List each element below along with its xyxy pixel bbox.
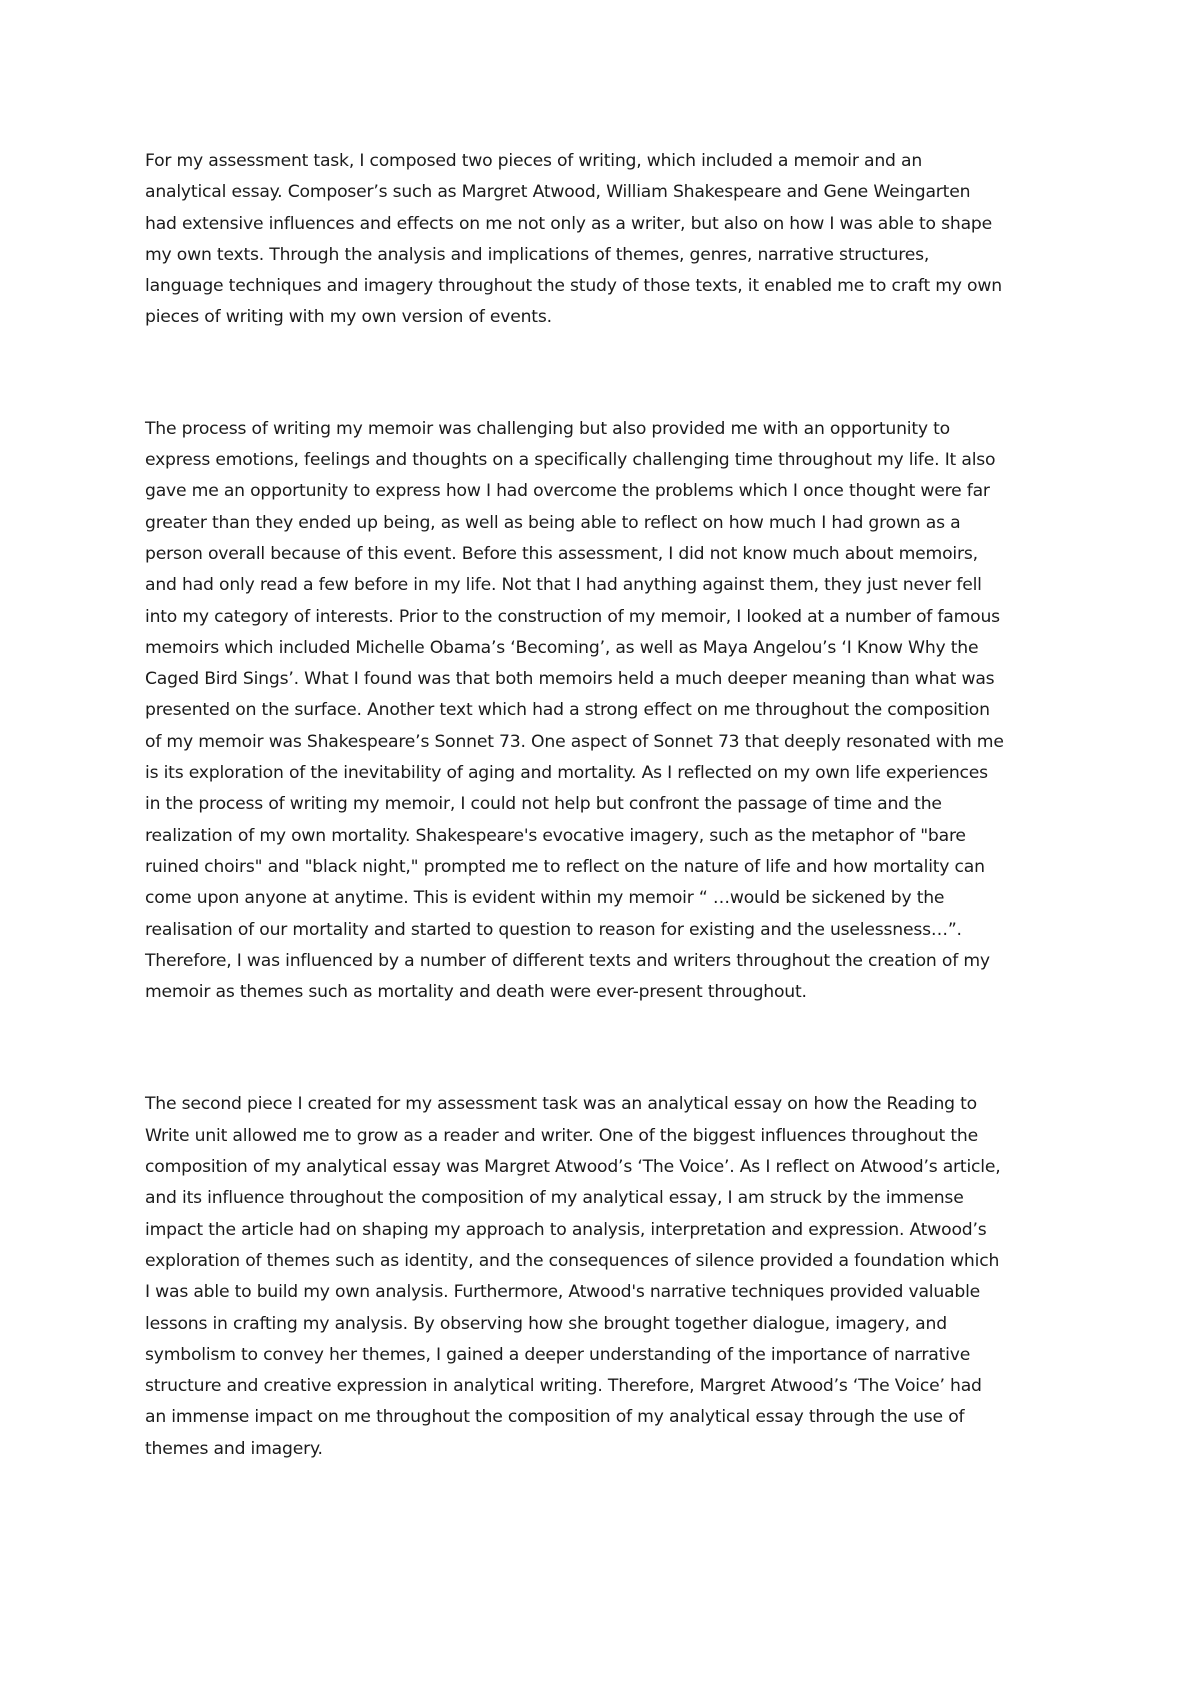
text-line: person overall because of this event. Before this assessment, I did not know much about memoirs, [145,543,978,564]
text-line: greater than they ended up being, as well as being able to reflect on how much I had grown as a [145,512,961,533]
text-line: impact the article had on shaping my approach to analysis, interpretation and expression. Atwood’s [145,1219,987,1240]
text-line: memoir as themes such as mortality and death were ever-present throughout. [145,982,807,1003]
text-line: gave me an opportunity to express how I had overcome the problems which I once thought were far [145,481,990,502]
text-line: themes and imagery. [145,1438,323,1459]
text-line: pieces of writing with my own version of events. [145,307,552,328]
text-line: in the process of writing my memoir, I could not help but confront the passage of time and the [145,794,942,815]
text-line: into my category of interests. Prior to the construction of my memoir, I looked at a number of famous [145,606,1000,627]
text-line: composition of my analytical essay was Margret Atwood’s ‘The Voice’. As I reflect on Atwood’s article, [145,1157,1001,1178]
text-line: an immense impact on me throughout the composition of my analytical essay through the use of [145,1407,965,1428]
text-line: structure and creative expression in analytical writing. Therefore, Margret Atwood’s ‘The Voice’ had [145,1376,982,1397]
text-line: memoirs which included Michelle Obama’s ‘Becoming’, as well as Maya Angelou’s ‘I Know Why the [145,637,979,658]
text-line: is its exploration of the inevitability of aging and mortality. As I reflected on my own life experiences [145,763,988,784]
text-line: ruined choirs" and "black night," prompted me to reflect on the nature of life and how mortality can [145,856,985,877]
text-line: and its influence throughout the composition of my analytical essay, I am struck by the immense [145,1188,964,1209]
text-line: and had only read a few before in my life. Not that I had anything against them, they just never fell [145,575,982,596]
text-line: Caged Bird Sings’. What I found was that both memoirs held a much deeper meaning than what was [145,669,995,690]
document-body [145,146,1070,1465]
paragraph-3 [145,1089,1070,1465]
text-line: realisation of our mortality and started to question to reason for existing and the uselessness…”. [145,919,962,940]
text-line: analytical essay. Composer’s such as Margret Atwood, William Shakespeare and Gene Weingarten [145,182,971,203]
text-line: language techniques and imagery throughout the study of those texts, it enabled me to craft my own [145,276,1002,297]
text-line: The second piece I created for my assessment task was an analytical essay on how the Reading to [145,1094,977,1115]
text-line: had extensive influences and effects on me not only as a writer, but also on how I was able to shape [145,213,993,234]
text-line: Therefore, I was influenced by a number of different texts and writers throughout the creation of my [145,950,990,971]
text-line: of my memoir was Shakespeare’s Sonnet 73. One aspect of Sonnet 73 that deeply resonated with me [145,731,1004,752]
paragraph-1 [145,146,1070,334]
text-line: come upon anyone at anytime. This is evident within my memoir “ …would be sickened by the [145,888,945,909]
text-line: I was able to build my own analysis. Furthermore, Atwood's narrative techniques provided valuable [145,1282,981,1303]
text-line: my own texts. Through the analysis and implications of themes, genres, narrative structures, [145,244,930,265]
text-line: exploration of themes such as identity, and the consequences of silence provided a foundation which [145,1250,1000,1271]
text-line: For my assessment task, I composed two pieces of writing, which included a memoir and an [145,151,923,171]
text-line: The process of writing my memoir was challenging but also provided me with an opportunity to [145,418,950,439]
text-line: symbolism to convey her themes, I gained a deeper understanding of the importance of narrative [145,1344,971,1365]
paragraph-2 [145,414,1070,1009]
text-line: realization of my own mortality. Shakespeare's evocative imagery, such as the metaphor of "bare [145,825,966,846]
text-line: Write unit allowed me to grow as a reader and writer. One of the biggest influences throughout the [145,1125,978,1146]
text-line: express emotions, feelings and thoughts on a specifically challenging time throughout my life. It also [145,450,996,471]
text-line: lessons in crafting my analysis. By observing how she brought together dialogue, imagery, and [145,1313,947,1334]
text-line: presented on the surface. Another text which had a strong effect on me throughout the composition [145,700,990,721]
